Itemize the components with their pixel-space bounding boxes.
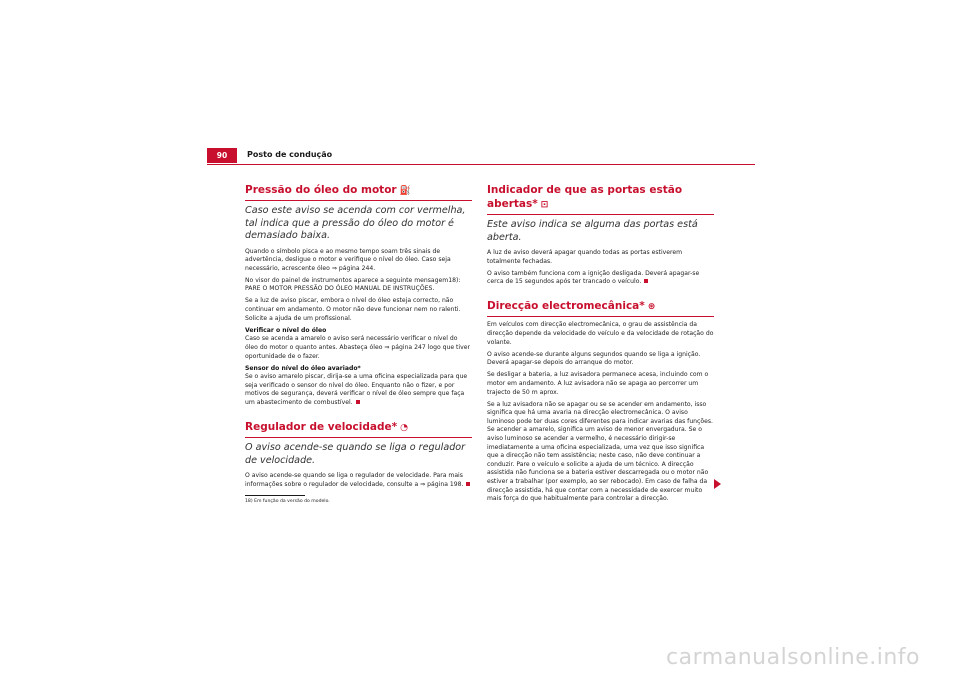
oil-paragraph-3: Se a luz de aviso piscar, embora o nível do óleo esteja correcto, não continuar em andamento. O motor não deve funcionar nem no ralenti. Solicite a ajuda de um profissional. <box>245 297 461 322</box>
oil-paragraph-4: Caso se acenda a amarelo o aviso será necessário verificar o nível do óleo do motor o quanto antes. Abasteça óleo ⇒ página 247 logo que tiver oportunidade de o fazer. <box>245 335 470 360</box>
section-end-mark <box>644 279 648 283</box>
steering-paragraph-1: Em veículos com direcção electromecânica, o grau de assistência da direcção depende da velocidade do veículo e da velocidade de rotação do volante. <box>487 321 714 346</box>
oil-pressure-heading: Pressão do óleo do motor ⛽ <box>245 183 472 201</box>
continue-arrow-icon <box>714 479 721 489</box>
doors-open-lead: Este aviso indica se alguma das portas está aberta. <box>487 219 698 243</box>
doors-paragraph-1: A luz de aviso deverá apagar quando todas as portas estiverem totalmente fechadas. <box>487 249 683 265</box>
speedometer-icon: ◔ <box>400 423 408 434</box>
car-door-icon: ⊡ <box>540 200 549 210</box>
section-end-mark <box>466 482 470 486</box>
steering-paragraph-2: O aviso acende-se durante alguns segundos quando se liga a ignição. Deverá apagar-se depois do arranque do motor. <box>487 350 701 367</box>
oil-sensor-subheading: Sensor do nível do óleo avariado* <box>245 364 361 372</box>
steering-paragraph-3: Se desligar a bateria, a luz avisadora permanece acesa, incluindo com o motor em andamento. A luz avisadora não se apaga ao percorrer um trajecto de 50 m aprox. <box>487 371 709 396</box>
section-end-mark <box>356 400 360 404</box>
page-number: 90 <box>207 148 237 163</box>
header-rule <box>207 164 755 165</box>
oil-paragraph-2: No visor do painel de instrumentos aparece a seguinte mensagem18): PARE O MOTOR PRESSÃO DO ÓLEO MANUAL DE INSTRUÇÕES. <box>245 276 461 293</box>
doors-paragraph-2: O aviso também funciona com a ignição desligada. Deverá apagar-se cerca de 15 segundos após ter trancado o veículo. <box>487 269 700 286</box>
running-header: Posto de condução <box>247 150 333 159</box>
speed-paragraph-1: O aviso acende-se quando se liga o regulador de velocidade. Para mais informações sobre o regulador de velocidade, consulte a ⇒ página 198. <box>245 472 472 489</box>
oil-paragraph-1: Quando o símbolo pisca e ao mesmo tempo soam três sinais de advertência, desligue o motor e verifique o nível do óleo. Caso seja necessário, acrescente óleo ⇒ página 244. <box>245 247 451 272</box>
right-column <box>487 183 714 507</box>
steering-wheel-icon: ⊛ <box>647 302 656 313</box>
oil-pressure-lead: Caso este aviso se acenda com cor vermelha, tal indica que a pressão do óleo do motor é demasiado baixa. <box>245 205 466 241</box>
oil-can-icon: ⛽ <box>399 186 411 196</box>
steering-paragraph-4: Se a luz avisadora não se apagar ou se se acender em andamento, isso significa que há uma avaria na direcção electromecânica. O aviso luminoso pode ter duas cores diferentes para indicar avarias das funções. Se acender a amarelo, significa um aviso de menor envergadura. Se o aviso luminoso se acender a vermelho, é necessário dirigir-se imediatamente a uma oficina especializada, uma vez que isso significa que a direcção não tem assistência; neste caso, não deve continuar a conduzir. Pare o veículo e solicite a ajuda de um técnico. A direcção assistida não funciona se a bateria estiver descarregada ou o motor não estiver a trabalhar (por exemplo, ao ser rebocado). Em caso de falha da direcção assistida, há que contar com a necessidade de exercer muito mais força do que habitualmente para controlar a direcção. <box>487 400 713 503</box>
footnote: 18) Em função da versão do modelo. <box>245 499 330 505</box>
footnote-rule <box>245 495 305 496</box>
watermark: carmanualsonline.info <box>666 645 920 670</box>
steering-heading: Direcção electromecânica* ⊛ <box>487 299 714 317</box>
doors-open-heading: Indicador de que as portas estão abertas* ⊡ <box>487 183 714 215</box>
left-column <box>245 183 472 505</box>
speed-regulator-heading: Regulador de velocidade* ◔ <box>245 420 472 438</box>
speed-regulator-lead: O aviso acende-se quando se liga o regulador de velocidade. <box>245 442 466 466</box>
oil-paragraph-5: Se o aviso amarelo piscar, dirija-se a uma oficina especializada para que seja verificado o sensor do nível do óleo. Enquanto não o fizer, e por motivos de segurança, deverá verificar o nível de óleo sempre que faça um abastecimento de combustível. <box>245 373 468 406</box>
oil-level-subheading: Verificar o nível do óleo <box>245 326 327 334</box>
